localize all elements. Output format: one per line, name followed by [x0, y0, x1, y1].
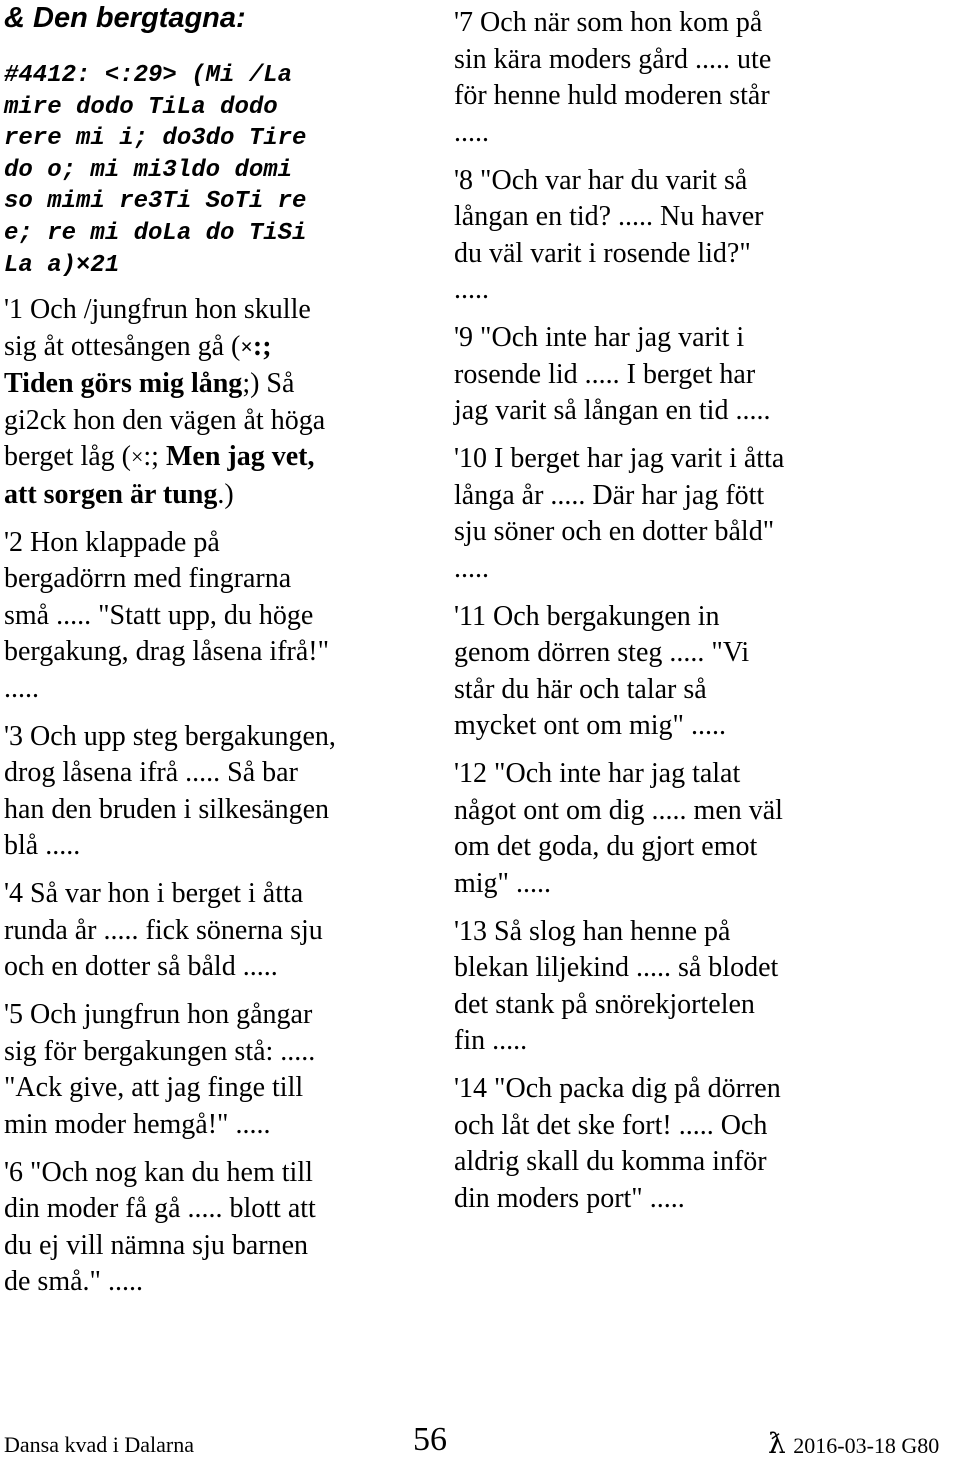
- verse-line: drog låsena ifrå ..... Så bar: [4, 757, 298, 788]
- verse-line: berget låg (: [4, 441, 131, 472]
- notation-line: mire dodo TiLa dodo: [4, 93, 278, 121]
- notation-line: #4412: <:29> (Mi /La: [4, 62, 293, 89]
- verse-line: .....: [4, 672, 39, 704]
- verse-line: .): [217, 478, 234, 510]
- verse-line: och låt det ske fort! ..... Och: [454, 1109, 768, 1141]
- verse-12: [454, 756, 954, 902]
- verse-line: '3 Och upp steg bergakungen,: [4, 720, 336, 752]
- verse-line: om det goda, du gjort emot: [454, 831, 758, 862]
- verse-line: din moders port" .....: [454, 1182, 685, 1214]
- verse-8: [454, 163, 954, 309]
- verse-line: jag varit så långan en tid .....: [454, 395, 771, 426]
- verse-line: '4 Så var hon i berget i åtta: [4, 878, 304, 909]
- verse-line: blå .....: [4, 830, 81, 861]
- verse-line: .....: [454, 274, 489, 305]
- verse-line: sju söner och en dotter båld": [454, 516, 775, 547]
- verse-line: '11 Och bergakungen in: [454, 600, 720, 632]
- verse-5: [4, 997, 444, 1143]
- verse-line: din moder få gå ..... blott att: [4, 1193, 316, 1224]
- verse-11: [454, 599, 954, 745]
- verse-line: långa år ..... Där har jag fött: [454, 479, 765, 511]
- verse-line: '9 "Och inte har jag varit i: [454, 322, 745, 353]
- verse-13: [454, 914, 954, 1060]
- verse-line: '2 Hon klappade på: [4, 526, 220, 558]
- lambda-icon: ƛ: [768, 1427, 786, 1460]
- page-number: 56: [413, 1421, 447, 1458]
- verse-line: gi2ck hon den vägen åt höga: [4, 404, 326, 436]
- verse-line: sig för bergakungen stå: .....: [4, 1035, 316, 1067]
- refrain-mark: :;: [252, 330, 272, 362]
- verse-10: [454, 441, 954, 587]
- verse-line: '10 I berget har jag varit i åtta: [454, 443, 785, 474]
- verse-line: de små." .....: [4, 1266, 143, 1297]
- verse-line: fin .....: [454, 1025, 528, 1056]
- verse-6: [4, 1155, 444, 1301]
- verse-line: något ont om dig ..... men väl: [454, 794, 783, 826]
- refrain-mark: :;: [143, 441, 159, 472]
- verse-2: [4, 525, 444, 708]
- verse-14: [454, 1071, 954, 1217]
- notation-line: do o; mi mi3ldo domi: [4, 156, 293, 184]
- notation-line: so mimi re3Ti SoTi re: [4, 188, 307, 216]
- cross-icon: ×: [130, 444, 144, 469]
- date-code-text: 2016-03-18 G80: [793, 1433, 940, 1458]
- notation-line: La a)×21: [4, 251, 120, 279]
- verse-line: '12 "Och inte har jag talat: [454, 758, 741, 789]
- verse-4: [4, 876, 444, 986]
- verse-line: du väl varit i rosende lid?": [454, 237, 751, 269]
- verse-line: sig åt ottesången gå (: [4, 330, 241, 362]
- refrain-text: Men jag vet,: [165, 441, 315, 472]
- verse-line: mycket ont om mig" .....: [454, 710, 726, 741]
- verse-line: runda år ..... fick sönerna sju: [4, 914, 323, 946]
- verse-line: blekan liljekind ..... så blodet: [454, 952, 779, 983]
- verse-3: [4, 719, 444, 865]
- left-column: [4, 292, 444, 1312]
- verse-line: '1 Och /jungfrun hon skulle: [4, 294, 311, 325]
- verse-line: det stank på snörekjortelen: [454, 988, 755, 1020]
- verse-line: min moder hemgå!" .....: [4, 1108, 271, 1140]
- verse-line: ;) Så: [242, 368, 295, 399]
- verse-line: mig" .....: [454, 867, 551, 899]
- notation-line: e; re mi doLa do TiSi: [4, 219, 307, 247]
- verse-line: rosende lid ..... I berget har: [454, 358, 756, 390]
- verse-line: och en dotter så båld .....: [4, 951, 278, 982]
- verse-line: små ..... "Statt upp, du höge: [4, 599, 314, 631]
- verse-line: .....: [454, 552, 489, 584]
- music-notation: [4, 60, 444, 281]
- refrain-text: att sorgen är tung: [4, 478, 218, 510]
- page-footer: [0, 1418, 960, 1460]
- verse-line: '5 Och jungfrun hon gångar: [4, 999, 313, 1030]
- refrain-text: Tiden görs mig lång: [4, 368, 243, 399]
- page-title: & Den bergtagna:: [4, 2, 246, 34]
- verse-line: aldrig skall du komma inför: [454, 1146, 767, 1177]
- notation-line: rere mi i; do3do Tire: [4, 125, 307, 153]
- footer-book-title: Dansa kvad i Dalarna: [4, 1432, 194, 1457]
- verse-line: du ej vill nämna sju barnen: [4, 1229, 309, 1261]
- verse-9: [454, 320, 954, 430]
- verse-line: .....: [454, 116, 489, 148]
- verse-line: '7 Och när som hon kom på: [454, 7, 763, 38]
- verse-line: långan en tid? ..... Nu haver: [454, 201, 764, 232]
- verse-7: [454, 5, 954, 151]
- verse-line: '8 "Och var har du varit så: [454, 164, 748, 196]
- verse-line: '13 Så slog han henne på: [454, 915, 731, 947]
- verse-line: '14 "Och packa dig på dörren: [454, 1073, 781, 1104]
- verse-line: för henne huld moderen står: [454, 80, 770, 111]
- verse-line: '6 "Och nog kan du hem till: [4, 1156, 313, 1188]
- verse-line: "Ack give, att jag finge till: [4, 1072, 304, 1103]
- verse-line: genom dörren steg ..... "Vi: [454, 637, 750, 668]
- right-column: [454, 5, 954, 1229]
- footer-date-code: [768, 1427, 940, 1460]
- verse-line: sin kära moders gård ..... ute: [454, 43, 772, 75]
- verse-line: han den bruden i silkesängen: [4, 793, 330, 825]
- verse-line: står du här och talar så: [454, 673, 707, 705]
- cross-icon: ×: [240, 333, 253, 359]
- verse-1: [4, 292, 444, 513]
- verse-line: bergakung, drag låsena ifrå!": [4, 636, 329, 667]
- verse-line: bergadörrn med fingrarna: [4, 563, 292, 594]
